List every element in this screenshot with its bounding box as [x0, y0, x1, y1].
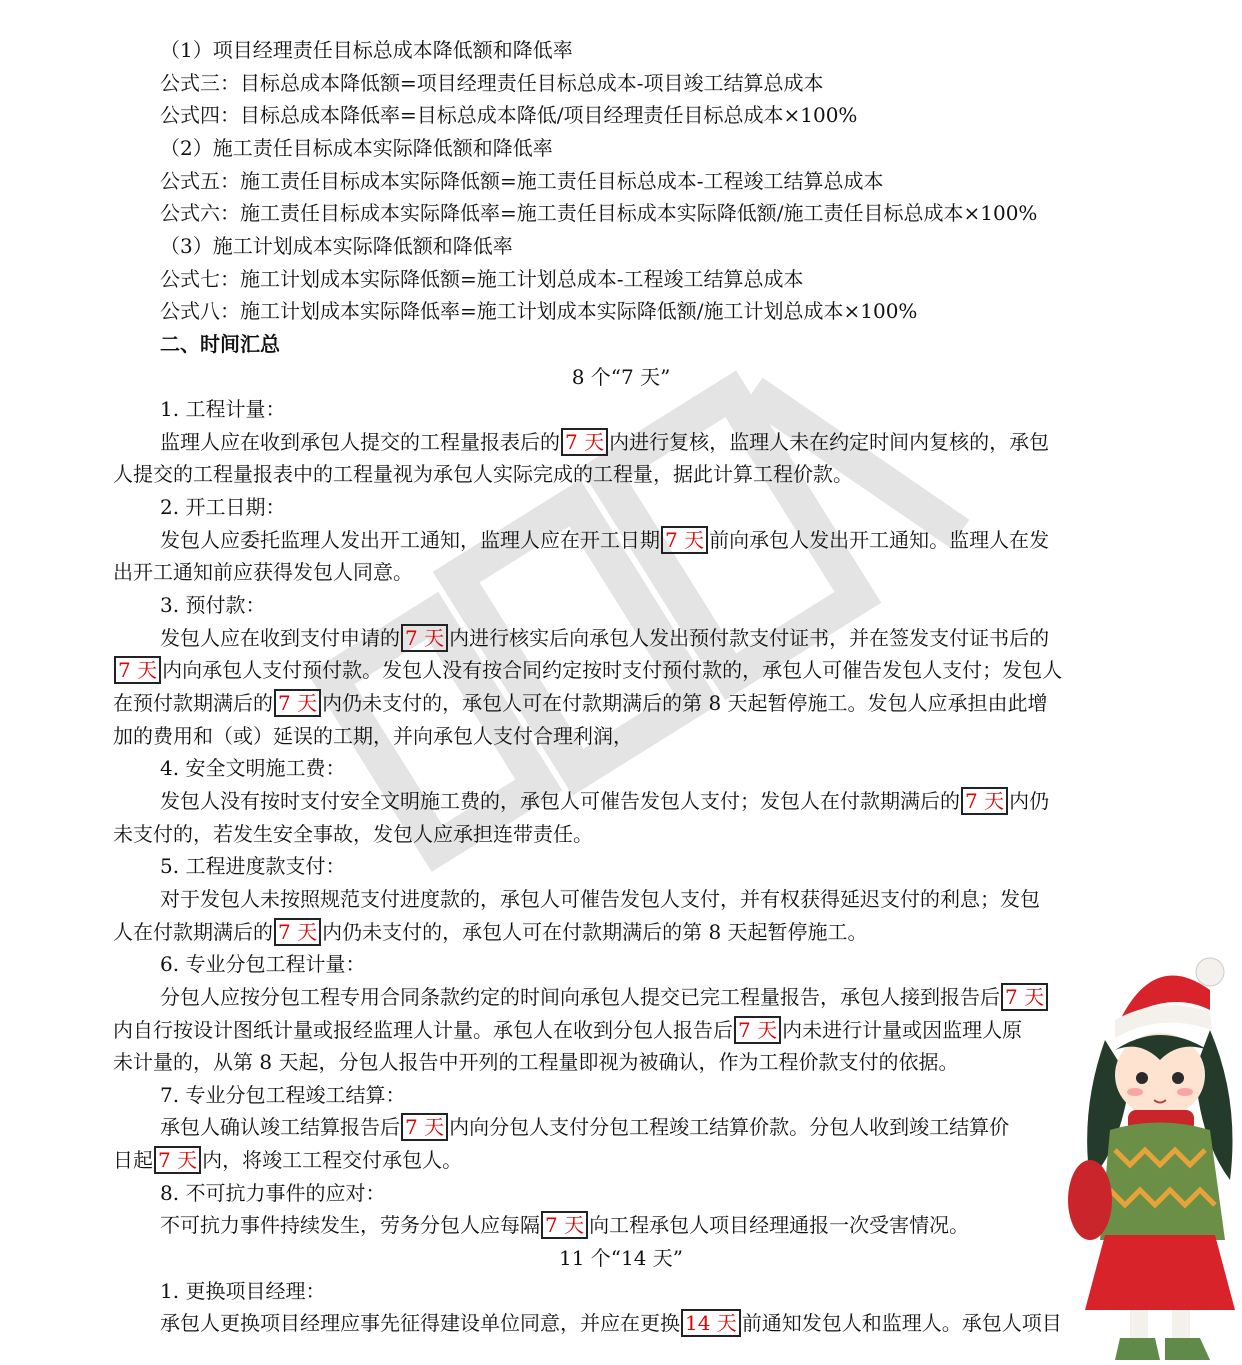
- text-line: [160, 393, 1132, 425]
- text-line: [160, 752, 1132, 784]
- highlighted-duration: 7 天: [274, 689, 321, 717]
- highlighted-duration: 7 天: [401, 624, 448, 652]
- line-text: 二、时间汇总: [160, 331, 280, 356]
- text-line: [160, 263, 1132, 295]
- text-line: [160, 67, 1132, 99]
- line-text-after: 向工程承包人项目经理通报一次受害情况。: [589, 1213, 970, 1238]
- text-line: [160, 491, 1132, 523]
- line-text: 1. 工程计量：: [160, 397, 286, 422]
- line-text: 在预付款期满后的: [113, 691, 273, 715]
- text-line: [113, 556, 1132, 588]
- highlighted-duration: 7 天: [401, 1113, 448, 1141]
- highlighted-duration: 7 天: [154, 1146, 201, 1174]
- text-line: [113, 1046, 1132, 1078]
- text-line: [160, 589, 1132, 621]
- text-line: [160, 981, 1132, 1013]
- line-text: 不可抗力事件持续发生，劳务分包人应每隔: [160, 1213, 540, 1238]
- line-text: 未支付的，若发生安全事故，发包人应承担连带责任。: [113, 821, 593, 846]
- line-text: 公式六：施工责任目标成本实际降低率=施工责任目标成本实际降低额/施工责任目标总成本×100%: [160, 201, 1038, 226]
- line-text-after: 内，将竣工工程交付承包人。: [202, 1148, 463, 1173]
- christmas-girl-illustration: [1060, 950, 1242, 1365]
- line-text: 公式八：施工计划成本实际降低率=施工计划成本实际降低额/施工计划总成本×100%: [160, 299, 918, 324]
- text-line: [160, 197, 1132, 229]
- text-line: [113, 818, 1132, 850]
- line-text-after: 前向承包人发出开工通知。监理人在发: [709, 527, 1050, 552]
- line-text-after: 前通知发包人和监理人。承包人项目: [741, 1311, 1062, 1336]
- line-text: 加的费用和（或）延误的工期，并向承包人支付合理利润，: [113, 723, 633, 748]
- line-text-after: 内进行复核，监理人未在约定时间内复核的，承包: [609, 429, 1050, 454]
- text-line: [113, 687, 1132, 719]
- line-text-after: 内仍未支付的，承包人可在付款期满后的第 8 天起暂停施工。发包人应承担由此增: [322, 691, 1048, 715]
- text-line: [160, 426, 1132, 458]
- line-text: 6. 专业分包工程计量：: [160, 952, 366, 977]
- line-text: 公式五：施工责任目标成本实际降低额=施工责任目标总成本-工程竣工结算总成本: [160, 168, 884, 193]
- highlighted-duration: 7 天: [541, 1211, 588, 1239]
- line-text: 公式三：目标总成本降低额=项目经理责任目标总成本-项目竣工结算总成本: [160, 70, 824, 95]
- text-line: [160, 1275, 1132, 1307]
- text-line: [160, 34, 1132, 66]
- line-text: 未计量的，从第 8 天起，分包人报告中开列的工程量即视为被确认，作为工程价款支付的依据。: [113, 1050, 959, 1075]
- line-text: 人在付款期满后的: [113, 919, 273, 944]
- line-text-after: 内未进行计量或因监理人原: [782, 1017, 1023, 1042]
- line-text: （3）施工计划成本实际降低额和降低率: [160, 233, 513, 258]
- line-text: 公式七：施工计划成本实际降低额=施工计划总成本-工程竣工结算总成本: [160, 266, 804, 291]
- text-line: [160, 295, 1132, 327]
- text-line: [113, 720, 1132, 752]
- highlighted-duration: 7 天: [661, 526, 708, 554]
- text-line: [160, 948, 1132, 980]
- line-text-after: 内仍: [1009, 788, 1050, 813]
- text-line: [160, 99, 1132, 131]
- line-text: 发包人应委托监理人发出开工通知，监理人应在开工日期: [160, 527, 660, 552]
- line-text: 发包人应在收到支付申请的: [160, 625, 400, 650]
- line-text: 11 个“14 天”: [558, 1246, 684, 1271]
- centered-subheading: [0, 1242, 1242, 1274]
- line-text: 8. 不可抗力事件的应对：: [160, 1180, 386, 1205]
- highlighted-duration: 14 天: [681, 1309, 741, 1337]
- line-text: （1）项目经理责任目标总成本降低额和降低率: [160, 38, 573, 62]
- line-text: 8 个“7 天”: [571, 364, 671, 389]
- line-text: 承包人确认竣工结算报告后: [160, 1115, 400, 1140]
- text-line: [160, 1307, 1132, 1339]
- line-text: 分包人应按分包工程专用合同条款约定的时间向承包人提交已完工程量报告，承包人接到报告后: [160, 984, 1000, 1009]
- line-text: （2）施工责任目标成本实际降低额和降低率: [160, 135, 553, 160]
- line-text: 对于发包人未按照规范支付进度款的，承包人可催告发包人支付，并有权获得延迟支付的利息；发包: [160, 886, 1040, 911]
- highlighted-duration: 7 天: [114, 656, 161, 684]
- line-text: 7. 专业分包工程竣工结算：: [160, 1082, 406, 1107]
- text-line: [160, 132, 1132, 164]
- line-text-after: 内向承包人支付预付款。发包人没有按合同约定按时支付预付款的，承包人可催告发包人支付；发包人: [162, 658, 1063, 683]
- text-line: [160, 883, 1132, 915]
- text-line: [160, 230, 1132, 262]
- text-line: [160, 622, 1132, 654]
- line-text: 日起: [113, 1148, 153, 1173]
- highlighted-duration: 7 天: [274, 918, 321, 946]
- text-line: [160, 1209, 1132, 1241]
- section-heading: [160, 328, 1132, 360]
- line-text-after: 内仍未支付的，承包人可在付款期满后的第 8 天起暂停施工。: [322, 919, 868, 944]
- text-line: [160, 1111, 1132, 1143]
- text-line: [113, 916, 1132, 948]
- line-text-after: 内向分包人支付分包工程竣工结算价款。分包人收到竣工结算价: [449, 1115, 1010, 1140]
- line-text: 公式四：目标总成本降低率=目标总成本降低/项目经理责任目标总成本×100%: [160, 103, 858, 128]
- line-text: 承包人更换项目经理应事先征得建设单位同意，并应在更换: [160, 1311, 680, 1336]
- line-text: 5. 工程进度款支付：: [160, 854, 346, 879]
- line-text: 发包人没有按时支付安全文明施工费的，承包人可催告发包人支付；发包人在付款期满后的: [160, 788, 960, 813]
- line-text: 出开工通知前应获得发包人同意。: [113, 560, 413, 585]
- line-text: 监理人应在收到承包人提交的工程量报表后的: [160, 429, 560, 454]
- highlighted-duration: 7 天: [1001, 983, 1048, 1011]
- line-text: 人提交的工程量报表中的工程量视为承包人实际完成的工程量，据此计算工程价款。: [113, 462, 853, 487]
- text-line: [160, 785, 1132, 817]
- text-line: [160, 1177, 1132, 1209]
- text-line: [160, 850, 1132, 882]
- text-line: [113, 1144, 1132, 1176]
- centered-subheading: [0, 361, 1242, 393]
- text-line: [160, 524, 1132, 556]
- line-text: 2. 开工日期：: [160, 495, 286, 520]
- line-text: 1. 更换项目经理：: [160, 1278, 326, 1303]
- text-line: [160, 1079, 1132, 1111]
- line-text: 4. 安全文明施工费：: [160, 756, 346, 781]
- text-line: [113, 1014, 1132, 1046]
- text-line: [113, 654, 1132, 686]
- line-text-after: 内进行核实后向承包人发出预付款支付证书，并在签发支付证书后的: [449, 625, 1050, 650]
- highlighted-duration: 7 天: [734, 1016, 781, 1044]
- text-line: [113, 458, 1132, 490]
- highlighted-duration: 7 天: [961, 787, 1008, 815]
- line-text: 3. 预付款：: [160, 593, 266, 618]
- text-line: [160, 165, 1132, 197]
- highlighted-duration: 7 天: [561, 428, 608, 456]
- line-text: 内自行按设计图纸计量或报经监理人计量。承包人在收到分包人报告后: [113, 1017, 733, 1042]
